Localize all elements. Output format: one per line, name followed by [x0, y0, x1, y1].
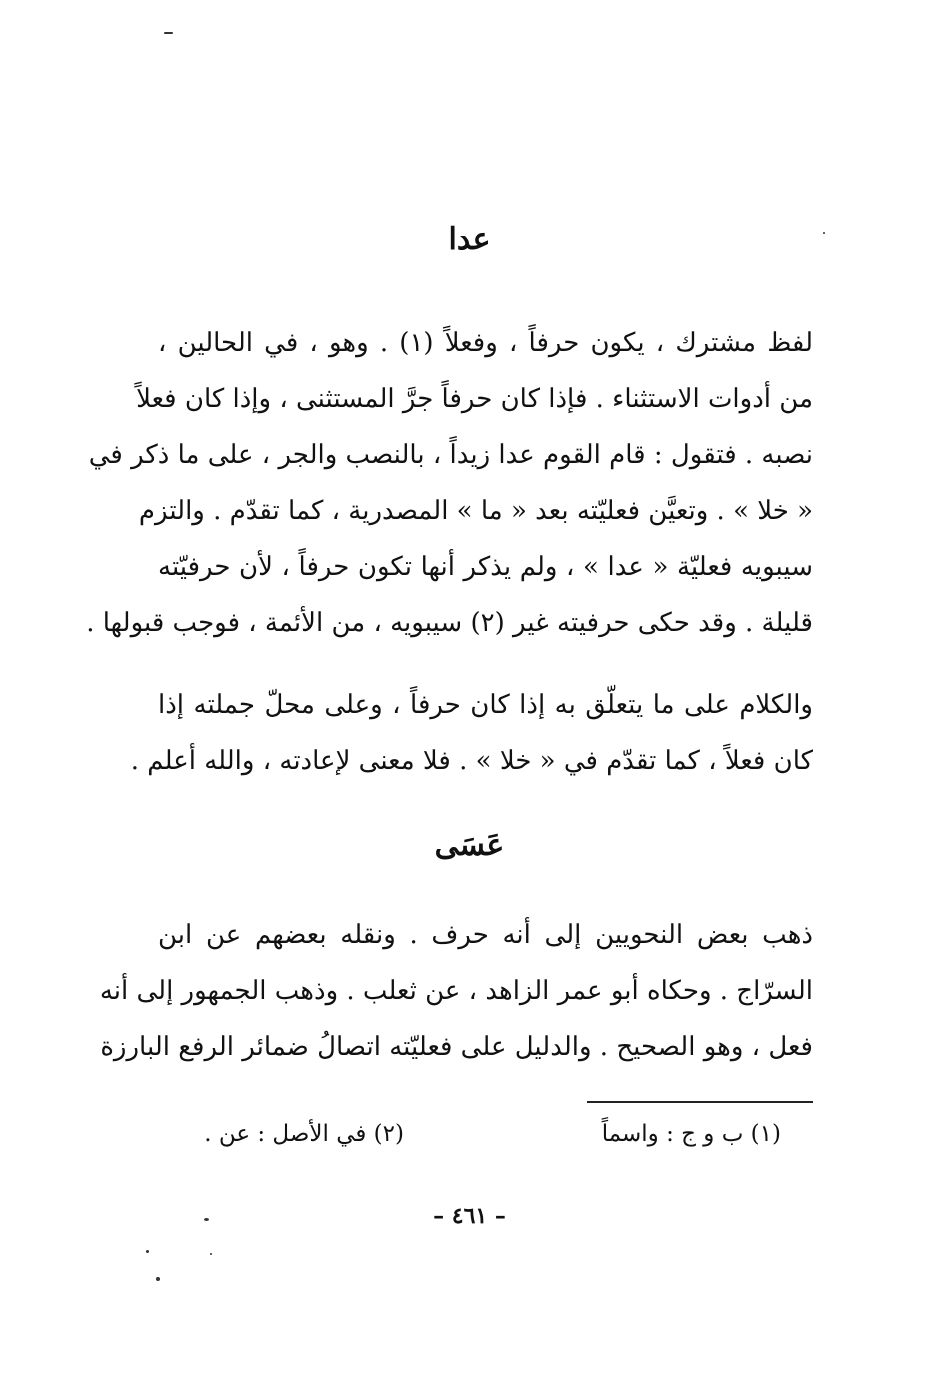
scan-speck — [146, 1250, 149, 1253]
footnote-divider — [587, 1101, 813, 1103]
text-line: كان فعلاً ، كما تقدّم في « خلا » . فلا معنى لإعادته ، والله أعلم . — [130, 746, 813, 776]
text-line: سيبويه فعليّة « عدا » ، ولم يذكر أنها تكون حرفاً ، لأن حرفيّته — [158, 552, 813, 582]
section-title-ada: عدا — [448, 222, 491, 257]
paragraph-ada-1 — [86, 315, 813, 651]
text-line: « خلا » . وتعيَّن فعليّته بعد « ما » المصدرية ، كما تقدّم . والتزم — [138, 496, 813, 526]
footnote-2: (٢) في الأصل : عن . — [204, 1121, 404, 1147]
text-line: لفظ مشترك ، يكون حرفاً ، وفعلاً (١) . وهو ، في الحالين ، — [158, 328, 813, 358]
text-line: فعل ، وهو الصحيح . والدليل على فعليّته اتصالُ ضمائر الرفع البارزة — [100, 1032, 813, 1062]
scan-speck — [156, 1277, 160, 1281]
paragraph-asa-1 — [99, 907, 813, 1075]
section-title-asa: عَسَى — [434, 828, 505, 863]
text-line: من أدوات الاستثناء . فإذا كان حرفاً جرَّ المستثنى ، وإذا كان فعلاً — [136, 384, 813, 414]
text-line: نصبه . فتقول : قام القوم عدا زيداً ، بالنصب والجر ، على ما ذكر في — [88, 440, 813, 470]
paragraph-ada-2 — [130, 677, 813, 789]
scan-speck — [204, 1218, 209, 1221]
text-line: ذهب بعض النحويين إلى أنه حرف . ونقله بعضهم عن ابن — [158, 920, 813, 950]
text-line: والكلام على ما يتعلّق به إذا كان حرفاً ، وعلى محلّ جملته إذا — [158, 690, 813, 720]
text-line: قليلة . وقد حكى حرفيته غير (٢) سيبويه ، من الأئمة ، فوجب قبولها . — [86, 608, 813, 638]
page-number: – ٤٦١ – — [433, 1203, 506, 1229]
text-line: السرّاج . وحكاه أبو عمر الزاهد ، عن ثعلب . وذهب الجمهور إلى أنه — [99, 976, 813, 1006]
footnote-1: (١) ب و ج : واسماً — [601, 1121, 781, 1147]
scan-speck — [210, 1253, 212, 1255]
scan-speck — [823, 232, 825, 234]
scan-speck — [164, 32, 173, 34]
